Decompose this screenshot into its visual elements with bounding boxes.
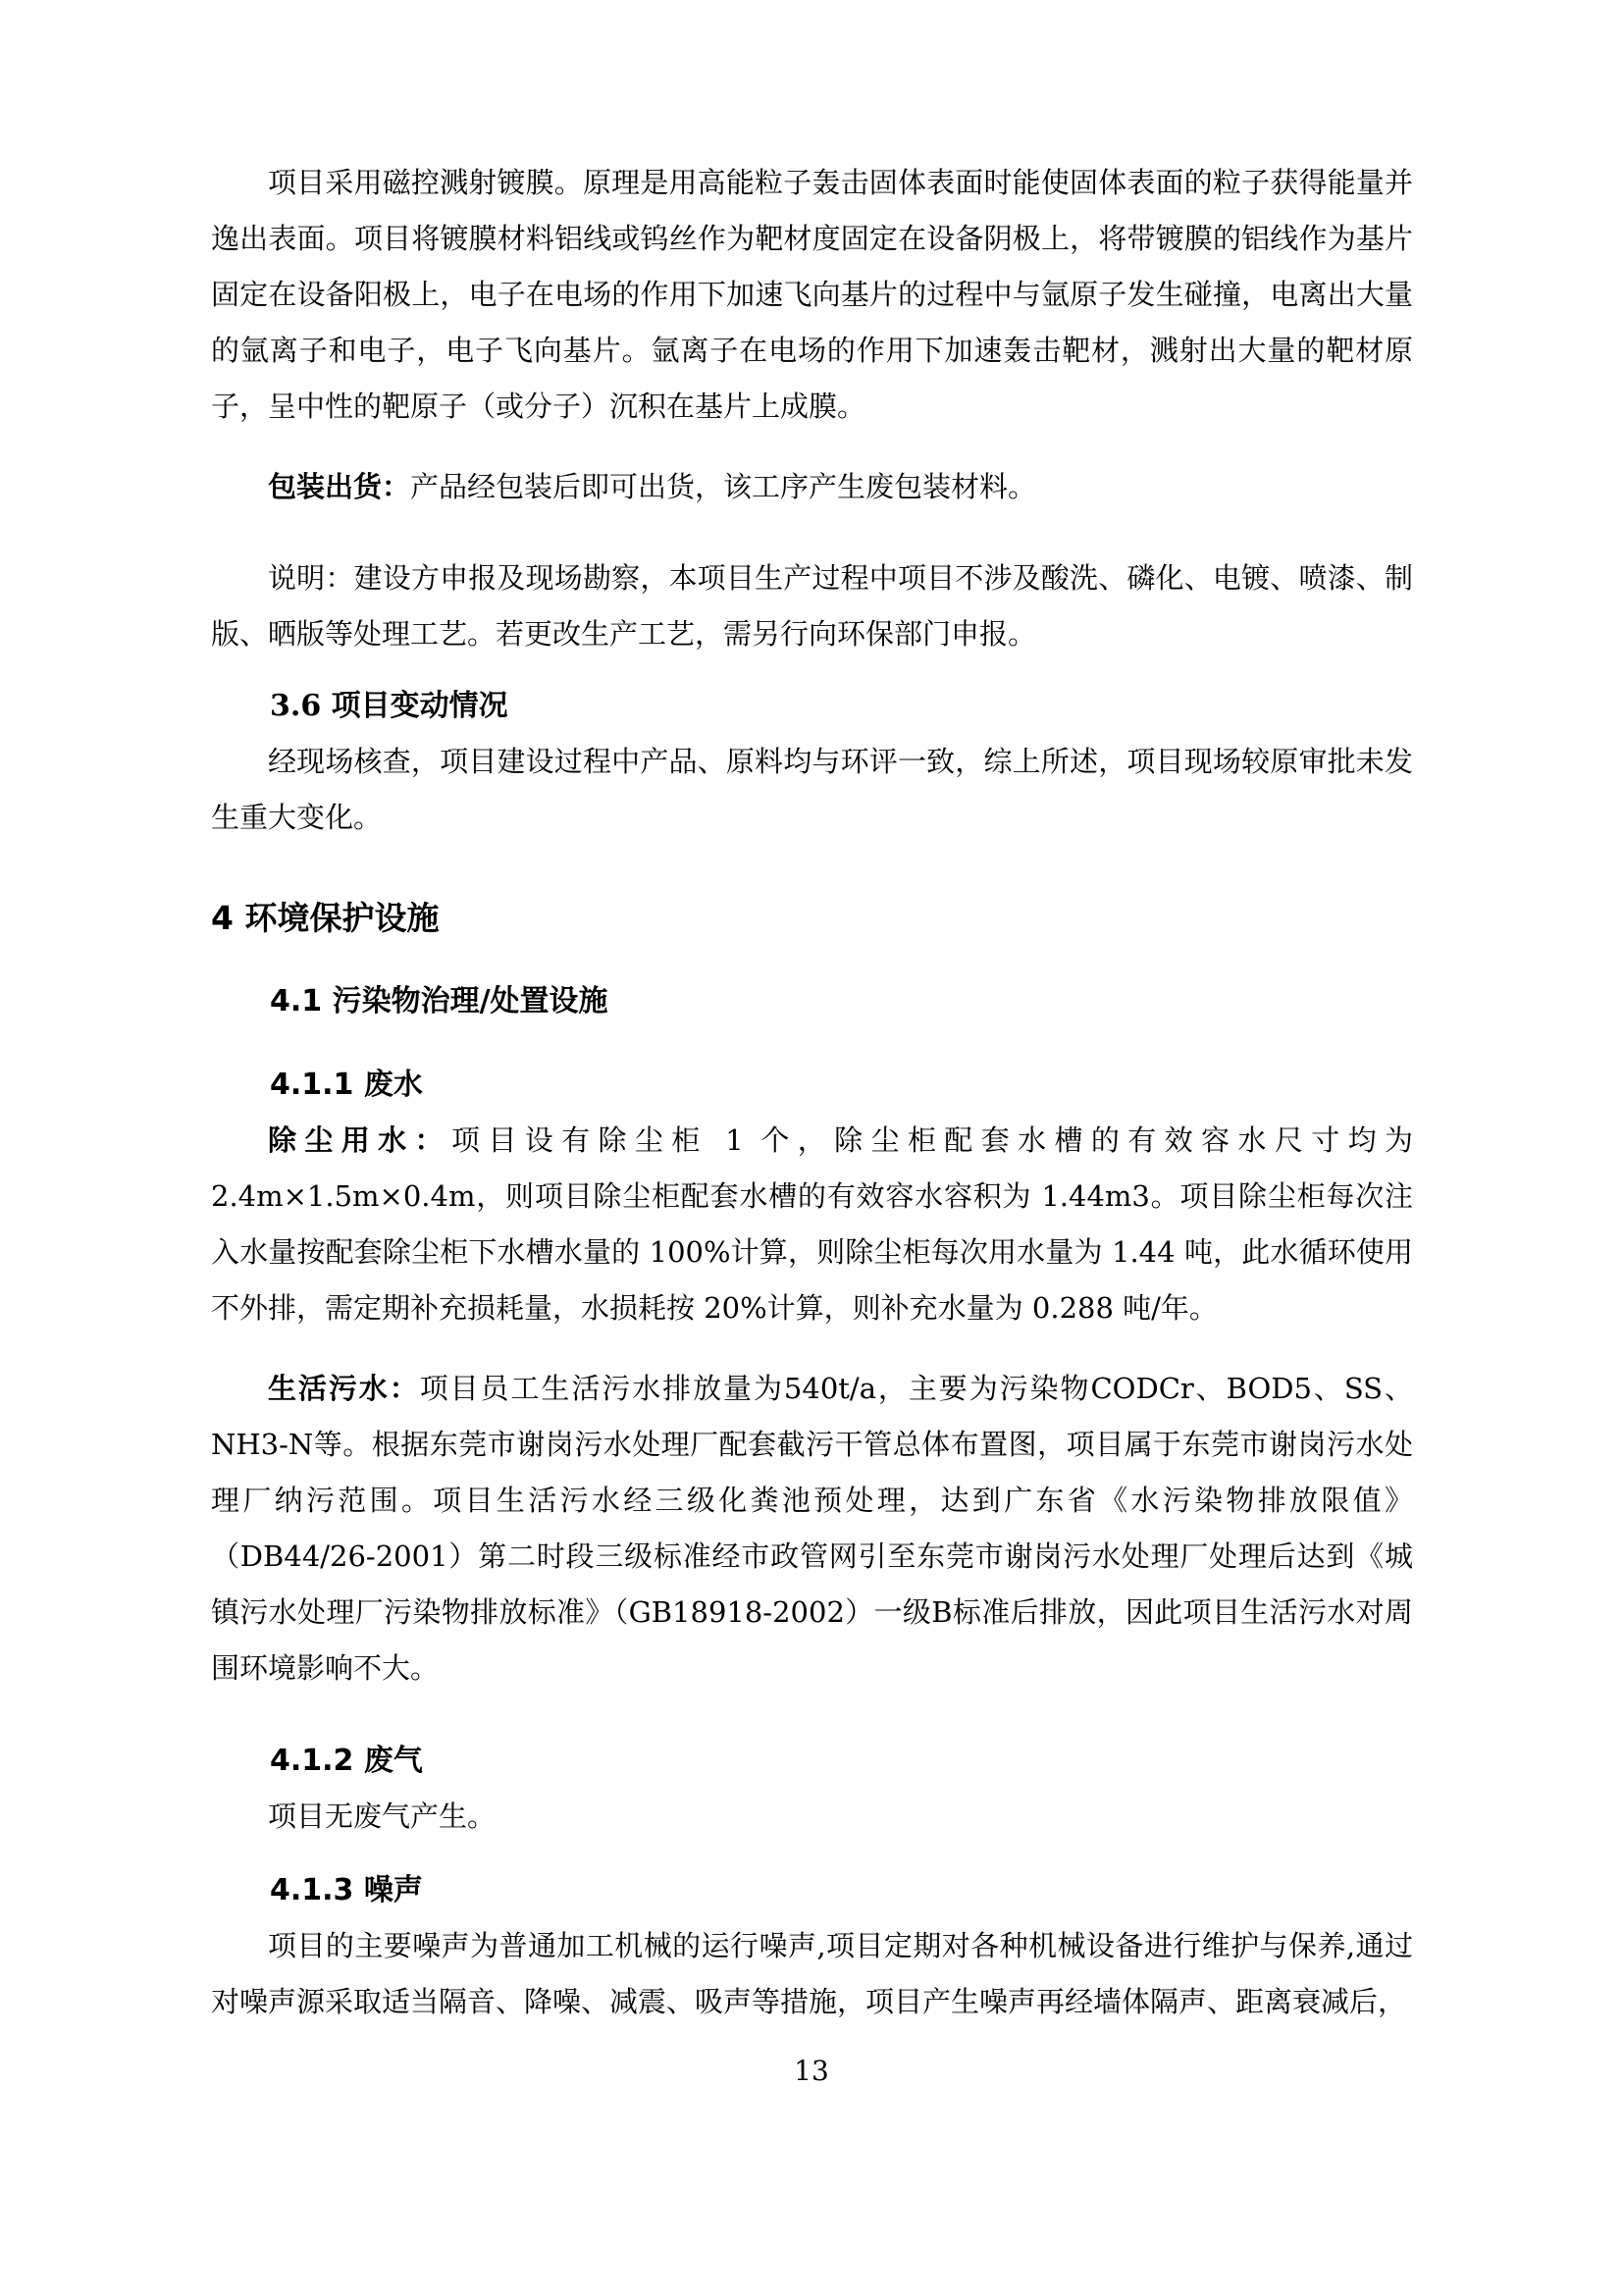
paragraph-note: 说明：建设方申报及现场勘察，本项目生产过程中项目不涉及酸洗、磷化、电镀、喷漆、制版、晒版等处理工艺。若更改生产工艺，需另行向环保部门申报。 (211, 561, 1413, 651)
packing-text: 产品经包装后即可出货，该工序产生废包装材料。 (410, 470, 1037, 503)
paragraph-domestic-sewage (211, 1361, 1413, 1696)
paragraph-dust-removal-water (211, 1113, 1413, 1336)
paragraph-packing (211, 459, 1413, 515)
domestic-sewage-text: 项目员工生活污水排放量为540t/a，主要为污染物CODCr、BOD5、SS、NH3-N等。根据东莞市谢岗污水处理厂配套截污干管总体布置图，项目属于东莞市谢岗污水处理厂纳污范围。项目生活污水经三级化粪池预处理，达到广东省《水污染物排放限值》（DB44/26-2001）第二时段三级标准经市政管网引至东莞市谢岗污水处理厂处理后达到《城镇污水处理厂污染物排放标准》（GB18918-2002）一级B标准后排放，因此项目生活污水对周围环境影响不大。 (211, 1372, 1413, 1685)
heading-4-1-1-wastewater: 4.1.1 废水 (270, 1068, 423, 1102)
dust-removal-water-label: 除尘用水： (268, 1123, 451, 1157)
paragraph-sputtering-process: 项目采用磁控溅射镀膜。原理是用高能粒子轰击固体表面时能使固体表面的粒子获得能量并逸出表面。项目将镀膜材料铝线或钨丝作为靶材度固定在设备阴极上，将带镀膜的铝线作为基片固定在设备阳极上，电子在电场的作用下加速飞向基片的过程中与氩原子发生碰撞，电离出大量的氩离子和电子，电子飞向基片。氩离子在电场的作用下加速轰击靶材，溅射出大量的靶材原子，呈中性的靶原子（或分子）沉积在基片上成膜。 (211, 166, 1413, 423)
dust-removal-water-text: 项目设有除尘柜 1 个，除尘柜配套水槽的有效容水尺寸均为 2.4m×1.5m×0.4m，则项目除尘柜配套水槽的有效容水容积为 1.44m3。项目除尘柜每次注入水量按配套除尘柜下水槽水量的 100%计算，则除尘柜每次用水量为 1.44 吨，此水循环使用不外排，需定期补充损耗量，水损耗按 20%计算，则补充水量为 0.288 吨/年。 (211, 1123, 1413, 1325)
paragraph-3-6: 经现场核查，项目建设过程中产品、原料均与环评一致，综上所述，项目现场较原审批未发生重大变化。 (211, 745, 1413, 834)
document-body (211, 155, 1413, 2030)
heading-4-1-2-waste-gas: 4.1.2 废气 (270, 1744, 423, 1778)
packing-label: 包装出货： (268, 470, 411, 503)
domestic-sewage-label: 生活污水： (268, 1372, 420, 1405)
heading-4-1-3-noise: 4.1.3 噪声 (270, 1873, 423, 1907)
heading-4-environmental-protection-facilities: 4 环境保护设施 (211, 899, 440, 937)
heading-4-1-pollutant-treatment: 4.1 污染物治理/处置设施 (270, 984, 608, 1018)
paragraph-4-1-3: 项目的主要噪声为普通加工机械的运行噪声,项目定期对各种机械设备进行维护与保养,通过对噪声源采取适当隔音、降噪、减震、吸声等措施，项目产生噪声再经墙体隔声、距离衰减后， (211, 1929, 1413, 2018)
page-number: 13 (794, 2055, 829, 2087)
paragraph-4-1-2: 项目无废气产生。 (268, 1800, 497, 1833)
heading-3-6-project-changes: 3.6 项目变动情况 (270, 689, 508, 723)
